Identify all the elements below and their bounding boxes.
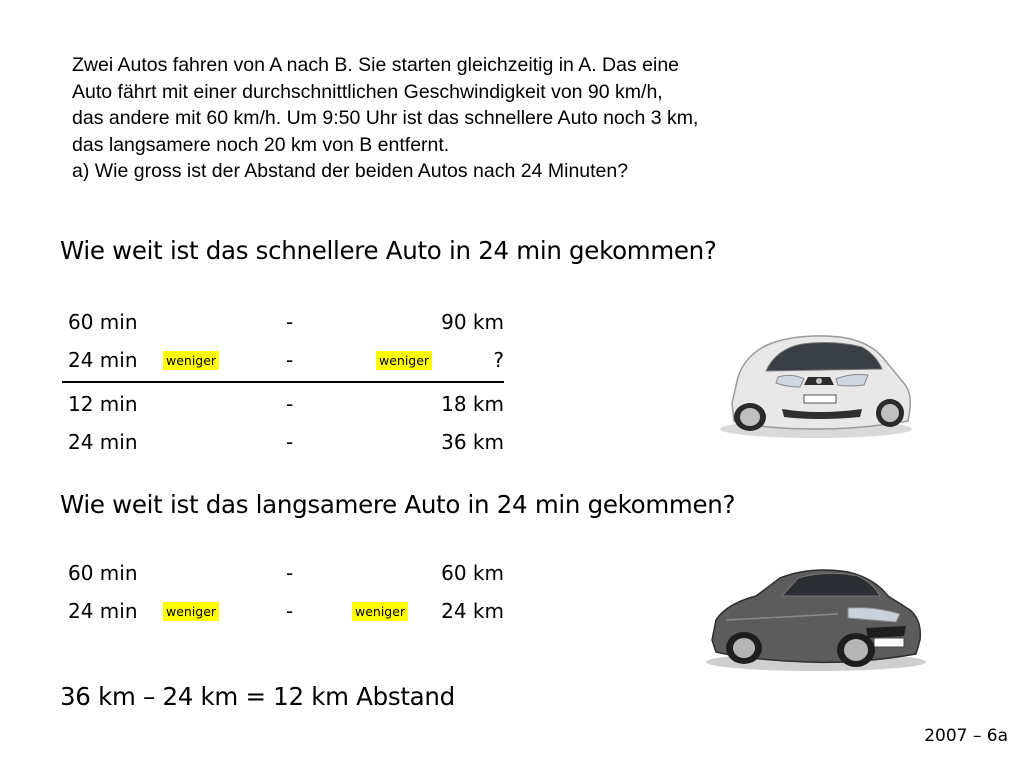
slow-car-heading: Wie weit ist das langsamere Auto in 24 min gekommen? <box>60 490 736 519</box>
result-equation: 36 km – 24 km = 12 km Abstand <box>60 682 455 711</box>
dash-cell: - <box>286 310 294 334</box>
distance-cell: 36 km <box>441 430 504 454</box>
problem-statement <box>72 52 952 185</box>
time-cell: 60 min <box>68 310 138 334</box>
divider-line <box>62 381 504 383</box>
dash-cell: - <box>286 430 294 454</box>
problem-line: Zwei Autos fahren von A nach B. Sie starten gleichzeitig in A. Das eine <box>72 54 680 76</box>
highlight-tag-right: weniger <box>376 351 432 370</box>
dash-cell: - <box>286 392 294 416</box>
distance-cell: 60 km <box>441 561 504 585</box>
dash-cell: - <box>286 599 294 623</box>
problem-line: das andere mit 60 km/h. Um 9:50 Uhr ist das schnellere Auto noch 3 km, <box>72 107 699 129</box>
problem-line: das langsamere noch 20 km von B entfernt. <box>72 133 450 156</box>
highlight-tag-left: weniger <box>163 602 219 621</box>
time-cell: 24 min <box>68 348 138 372</box>
problem-question: a) Wie gross ist der Abstand der beiden Autos nach 24 Minuten? <box>72 160 629 182</box>
time-cell: 24 min <box>68 599 138 623</box>
distance-cell: 90 km <box>441 310 504 334</box>
time-cell: 24 min <box>68 430 138 454</box>
fast-car-heading: Wie weit ist das schnellere Auto in 24 min gekommen? <box>60 236 717 265</box>
time-cell: 60 min <box>68 561 138 585</box>
distance-cell: ? <box>493 348 504 372</box>
time-cell: 12 min <box>68 392 138 416</box>
white-hatchback-image <box>712 325 917 441</box>
dash-cell: - <box>286 561 294 585</box>
highlight-tag-right: weniger <box>352 602 408 621</box>
highlight-tag-left: weniger <box>163 351 219 370</box>
grey-sedan-image <box>698 562 930 674</box>
distance-cell: 24 km <box>441 599 504 623</box>
problem-line: Auto fährt mit einer durchschnittlichen Geschwindigkeit von 90 km/h, <box>72 80 663 103</box>
dash-cell: - <box>286 348 294 372</box>
distance-cell: 18 km <box>441 392 504 416</box>
slide-footer-code: 2007 – 6a <box>924 726 1008 746</box>
